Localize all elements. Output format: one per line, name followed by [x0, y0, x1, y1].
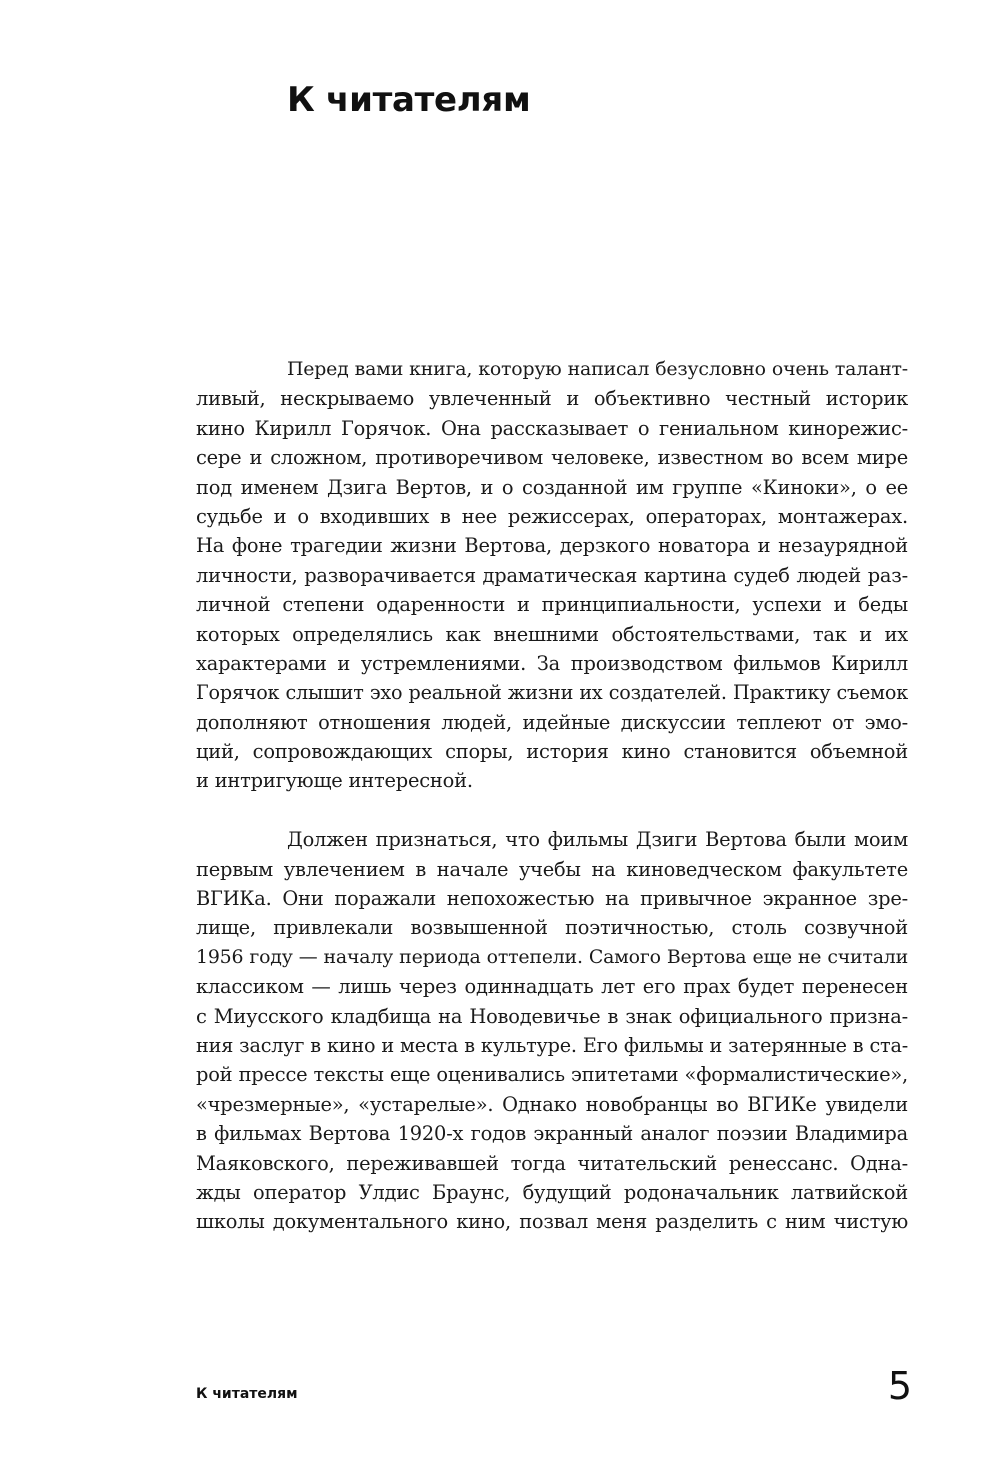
text-line: «чрезмерные», «устарелые». Однако новобранцы во ВГИКе увидели — [196, 1092, 908, 1116]
text-line: которых определялись как внешними обстоятельствами, так и их — [196, 622, 908, 646]
text-line: в фильмах Вертова 1920-х годов экранный аналог поэзии Владимира — [196, 1122, 908, 1146]
text-line: дополняют отношения людей, идейные дискуссии теплеют от эмо- — [196, 710, 908, 734]
paragraph-1 — [196, 355, 908, 796]
text-line: ливый, нескрываемо увлеченный и объективно честный историк — [196, 387, 908, 411]
body-text — [196, 355, 908, 1237]
text-line: ния заслуг в кино и места в культуре. Его фильмы и затерянные в ста- — [196, 1033, 908, 1057]
text-line: жды оператор Улдис Браунс, будущий родоначальник латвийской — [196, 1180, 908, 1204]
text-line: лище, привлекали возвышенной поэтичностью, столь созвучной — [196, 916, 908, 940]
text-line: под именем Дзига Вертов, и о созданной им группе «Киноки», о ее — [196, 475, 908, 499]
text-line: ВГИКа. Они поражали непохожестью на привычное экранное зре- — [196, 887, 908, 911]
text-line: личности, разворачивается драматическая картина судеб людей раз- — [196, 563, 908, 587]
text-line: личной степени одаренности и принципиальности, успехи и беды — [196, 593, 908, 617]
text-line: Перед вами книга, которую написал безусловно очень талант- — [287, 358, 908, 380]
page-number: 5 — [887, 1364, 912, 1408]
text-line: кино Кирилл Горячок. Она рассказывает о гениальном кинорежис- — [196, 416, 908, 440]
text-line: судьбе и о входивших в нее режиссерах, операторах, монтажерах. — [196, 504, 908, 528]
text-line: сере и сложном, противоречивом человеке, известном во всем мире — [196, 446, 908, 470]
text-line: с Миусского кладбища на Новодевичье в знак официального призна- — [196, 1004, 908, 1028]
page-title: К читателям — [287, 80, 531, 120]
text-line: рой прессе тексты еще оценивались эпитетами «формалистические», — [196, 1063, 908, 1087]
text-line: На фоне трагедии жизни Вертова, дерзкого новатора и незаурядной — [196, 534, 908, 558]
text-line: характерами и устремлениями. За производством фильмов Кирилл — [196, 651, 908, 675]
text-line: первым увлечением в начале учебы на киноведческом факультете — [196, 857, 908, 881]
text-line: Горячок слышит эхо реальной жизни их создателей. Практику съемок — [196, 681, 908, 705]
text-line: Маяковского, переживавшей тогда читательский ренессанс. Одна- — [196, 1151, 908, 1175]
paragraph-2 — [196, 825, 908, 1236]
paragraph-spacer — [196, 796, 908, 825]
text-line: ций, сопровождающих споры, история кино становится объемной — [196, 740, 908, 764]
text-line: классиком — лишь через одиннадцать лет его прах будет перенесен — [196, 975, 908, 999]
text-line: и интригующе интересной. — [196, 769, 473, 793]
text-line: Должен признаться, что фильмы Дзиги Вертова были моим — [287, 828, 908, 852]
running-head: К читателям — [196, 1386, 298, 1402]
text-line: 1956 году — началу периода оттепели. Самого Вертова еще не считали — [196, 945, 908, 968]
text-line: школы документального кино, позвал меня разделить с ним чистую — [196, 1210, 908, 1234]
